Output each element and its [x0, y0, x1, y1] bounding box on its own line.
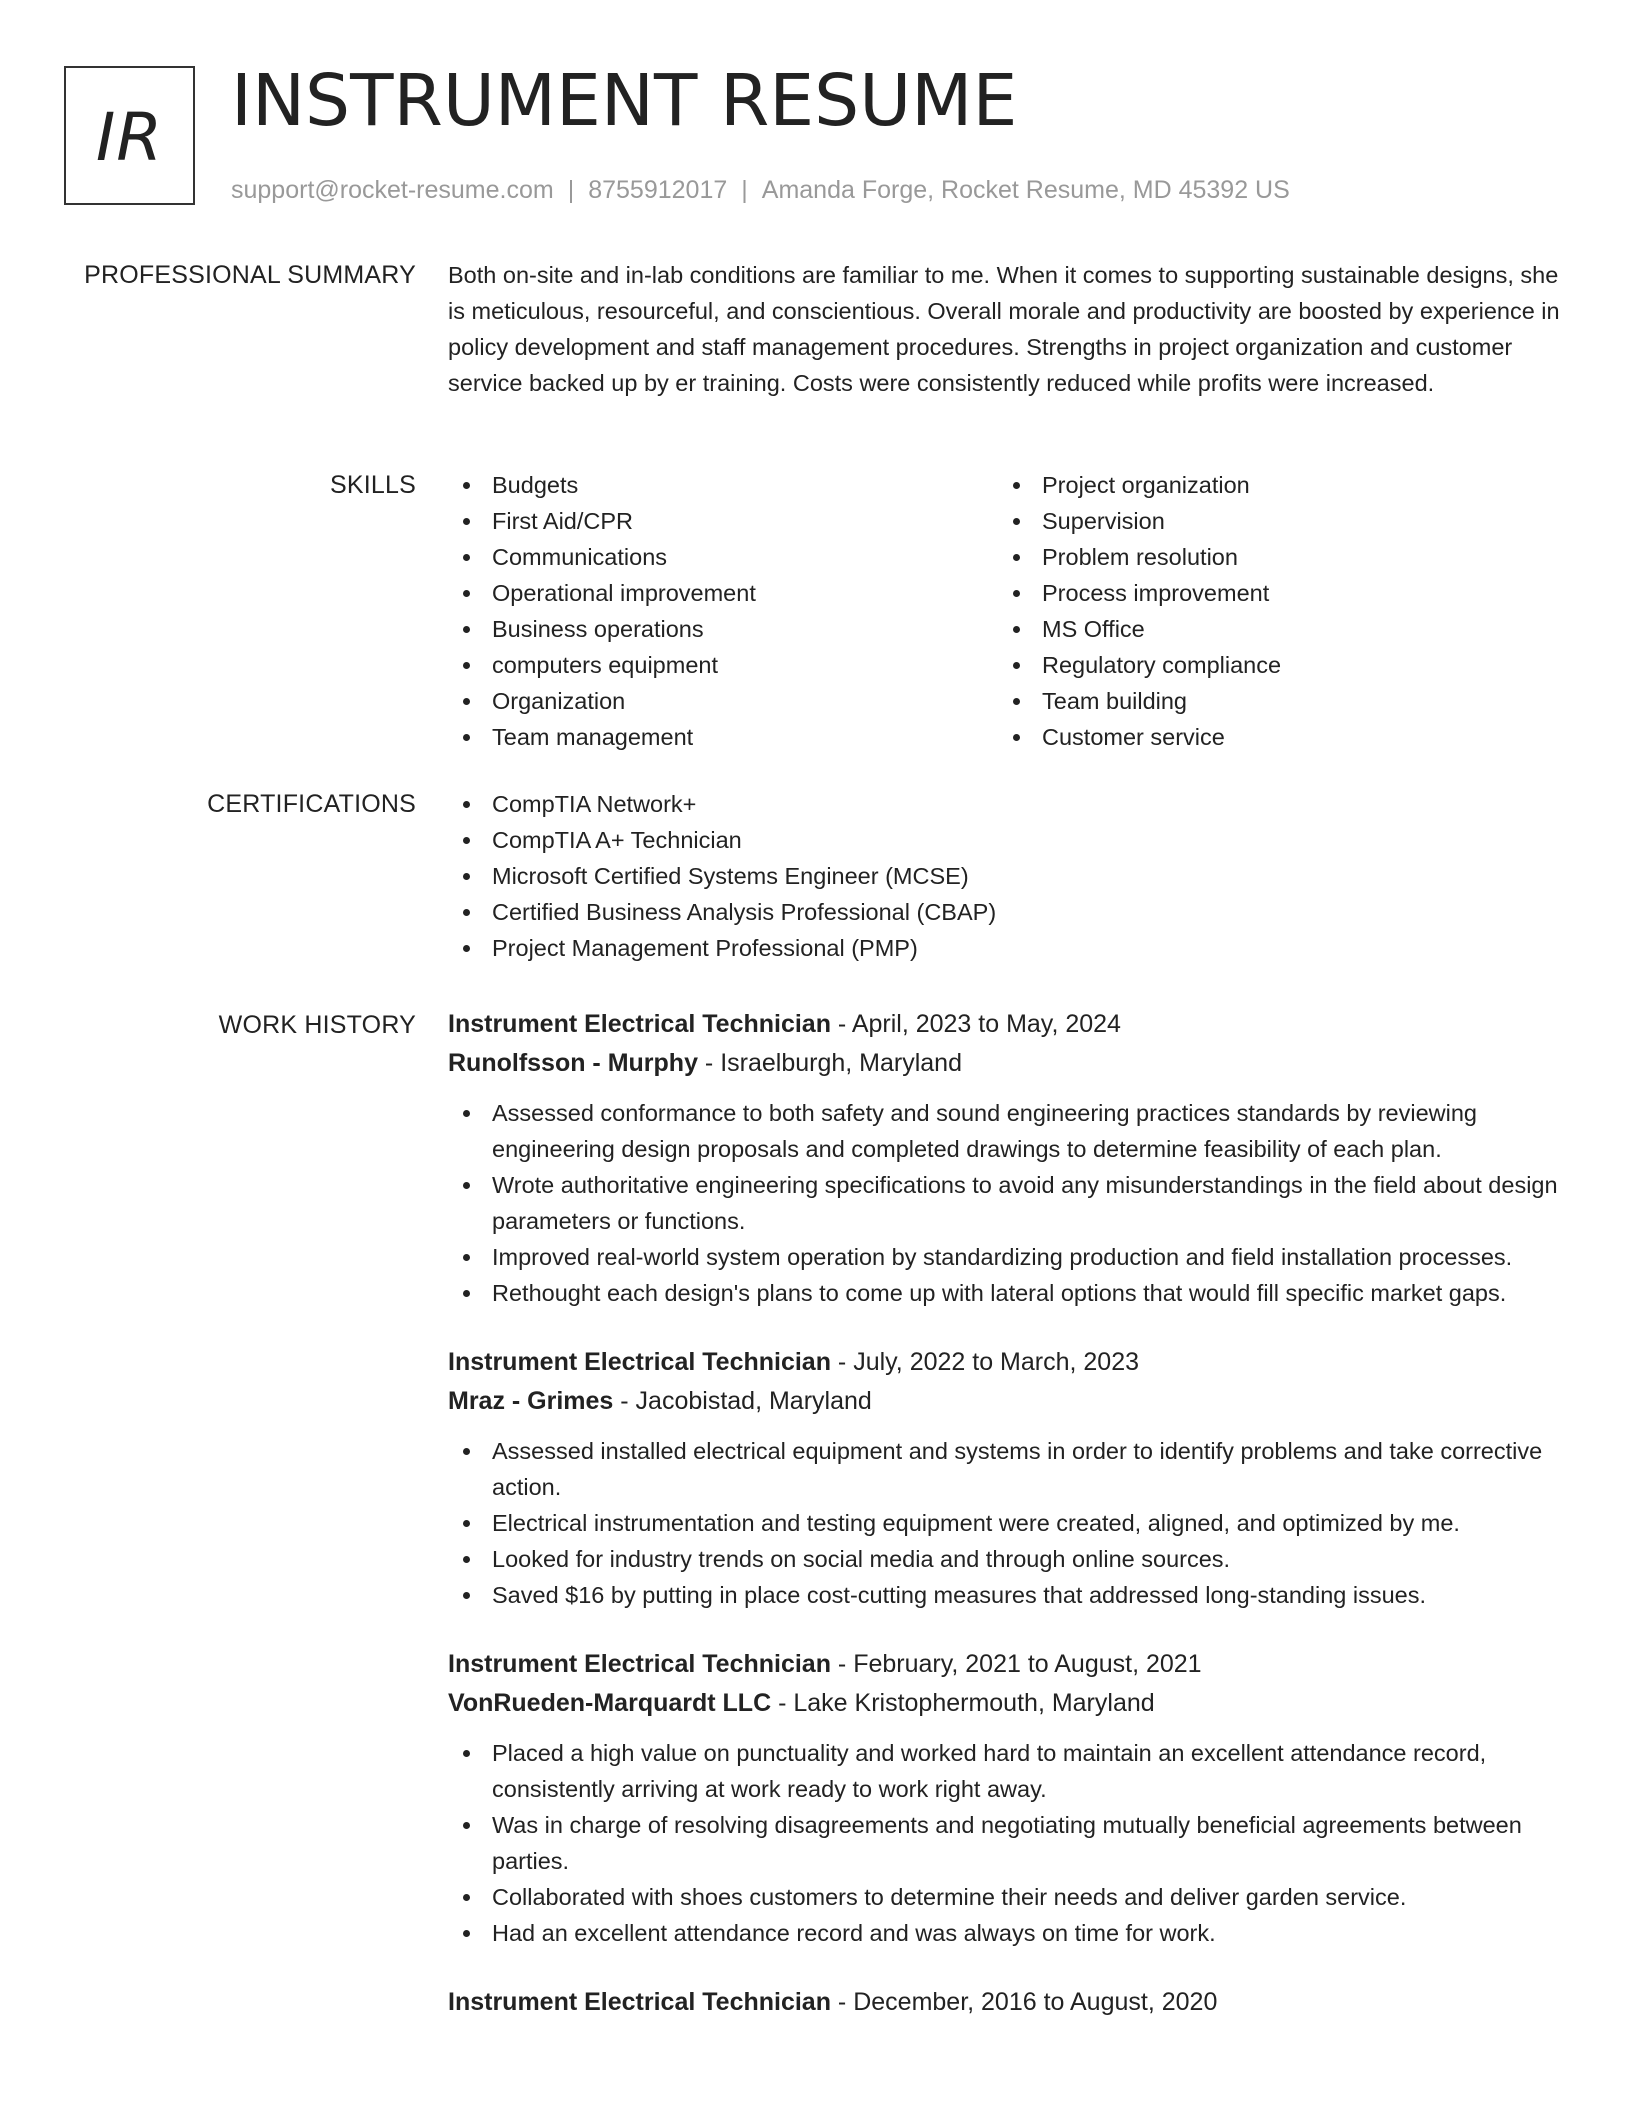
- certifications-list: [448, 786, 1568, 966]
- job-bullet: Electrical instrumentation and testing equipment were created, aligned, and optimized by me.: [448, 1505, 1568, 1541]
- job-bullet: Looked for industry trends on social media and through online sources.: [448, 1541, 1568, 1577]
- skill-item: Supervision: [998, 503, 1548, 539]
- job-bullet: Improved real-world system operation by standardizing production and field installation processes.: [448, 1239, 1568, 1275]
- contact-email: support@rocket-resume.com: [231, 176, 554, 204]
- certification-item: Microsoft Certified Systems Engineer (MCSE): [448, 858, 1568, 894]
- job-bullet: Assessed installed electrical equipment and systems in order to identify problems and take corrective action.: [448, 1433, 1568, 1505]
- certification-item: CompTIA Network+: [448, 786, 1568, 822]
- skill-item: Organization: [448, 683, 998, 719]
- contact-address: Amanda Forge, Rocket Resume, MD 45392 US: [761, 176, 1290, 204]
- job-company: Mraz - Grimes: [448, 1387, 614, 1415]
- skill-item: Project organization: [998, 467, 1548, 503]
- skill-item: Budgets: [448, 467, 998, 503]
- job-dates: - April, 2023 to May, 2024: [830, 1010, 1121, 1038]
- certifications-body: [448, 786, 1568, 966]
- certification-item: Project Management Professional (PMP): [448, 930, 1568, 966]
- job-entry: [448, 1005, 1568, 1311]
- job-company: Runolfsson - Murphy: [448, 1049, 698, 1077]
- skills-heading: SKILLS: [330, 471, 416, 499]
- job-bullet: Saved $16 by putting in place cost-cutting measures that addressed long-standing issues.: [448, 1577, 1568, 1613]
- job-bullets: [448, 1735, 1568, 1951]
- job-bullet: Rethought each design's plans to come up with lateral options that would fill specific market gaps.: [448, 1275, 1568, 1311]
- job-location: - Jacobistad, Maryland: [613, 1387, 872, 1415]
- skill-item: Process improvement: [998, 575, 1548, 611]
- certification-item: Certified Business Analysis Professional (CBAP): [448, 894, 1568, 930]
- job-title-line: [448, 1005, 1568, 1044]
- skill-item: Regulatory compliance: [998, 647, 1548, 683]
- job-bullets: [448, 1433, 1568, 1613]
- certifications-heading: CERTIFICATIONS: [207, 790, 416, 818]
- job-dates: - July, 2022 to March, 2023: [830, 1348, 1140, 1376]
- contact-separator: |: [567, 176, 575, 204]
- contact-phone: 8755912017: [588, 176, 728, 204]
- summary-text: Both on-site and in-lab conditions are familiar to me. When it comes to supporting sustainable designs, she is meticulous, resourceful, and conscientious. Overall morale and productivity are boosted by experience in policy development and staff management procedures. Strengths in project organization and customer service backed up by er training. Costs were consistently reduced while profits were increased.: [448, 262, 1560, 396]
- contact-line: [231, 173, 1290, 207]
- skill-item: MS Office: [998, 611, 1548, 647]
- skill-item: Team building: [998, 683, 1548, 719]
- summary-body: [448, 257, 1568, 401]
- job-entry: [448, 1983, 1568, 2022]
- skills-column-left: [448, 467, 998, 755]
- job-title-line: [448, 1983, 1568, 2022]
- skill-item: First Aid/CPR: [448, 503, 998, 539]
- job-dates: - December, 2016 to August, 2020: [830, 1988, 1218, 2016]
- job-bullet: Was in charge of resolving disagreements and negotiating mutually beneficial agreements between parties.: [448, 1807, 1568, 1879]
- skill-item: Operational improvement: [448, 575, 998, 611]
- job-entry: [448, 1343, 1568, 1613]
- monogram-initials: IR: [95, 99, 164, 176]
- job-bullet: Had an excellent attendance record and was always on time for work.: [448, 1915, 1568, 1951]
- job-bullet: Wrote authoritative engineering specifications to avoid any misunderstandings in the field about design parameters or functions.: [448, 1167, 1568, 1239]
- job-title: Instrument Electrical Technician: [448, 1010, 831, 1038]
- job-title: Instrument Electrical Technician: [448, 1650, 831, 1678]
- skill-item: Team management: [448, 719, 998, 755]
- job-company: VonRueden-Marquardt LLC: [448, 1689, 772, 1717]
- job-bullet: Placed a high value on punctuality and worked hard to maintain an excellent attendance record, consistently arriving at work ready to work right away.: [448, 1735, 1568, 1807]
- job-company-line: [448, 1044, 1568, 1083]
- monogram-box: [64, 66, 195, 205]
- summary-heading: PROFESSIONAL SUMMARY: [84, 261, 416, 289]
- job-title: Instrument Electrical Technician: [448, 1348, 831, 1376]
- skills-list-right: [998, 467, 1548, 755]
- resume-title: INSTRUMENT RESUME: [231, 59, 1018, 142]
- job-title: Instrument Electrical Technician: [448, 1988, 831, 2016]
- certification-item: CompTIA A+ Technician: [448, 822, 1568, 858]
- job-title-line: [448, 1645, 1568, 1684]
- skill-item: Customer service: [998, 719, 1548, 755]
- job-location: - Lake Kristophermouth, Maryland: [771, 1689, 1155, 1717]
- job-location: - Israelburgh, Maryland: [697, 1049, 962, 1077]
- skills-body: [448, 467, 1568, 755]
- job-dates: - February, 2021 to August, 2021: [830, 1650, 1202, 1678]
- skills-list-left: [448, 467, 998, 755]
- job-company-line: [448, 1684, 1568, 1723]
- job-bullets: [448, 1095, 1568, 1311]
- job-bullet: Assessed conformance to both safety and sound engineering practices standards by reviewing engineering design proposals and completed drawings to determine feasibility of each plan.: [448, 1095, 1568, 1167]
- skills-column-right: [998, 467, 1548, 755]
- job-entry: [448, 1645, 1568, 1951]
- skill-item: Business operations: [448, 611, 998, 647]
- job-bullet: Collaborated with shoes customers to determine their needs and deliver garden service.: [448, 1879, 1568, 1915]
- job-company-line: [448, 1382, 1568, 1421]
- skill-item: Problem resolution: [998, 539, 1548, 575]
- work-history-body: [448, 1005, 1568, 2054]
- job-title-line: [448, 1343, 1568, 1382]
- skill-item: computers equipment: [448, 647, 998, 683]
- contact-separator: |: [741, 176, 748, 204]
- skill-item: Communications: [448, 539, 998, 575]
- work-history-heading: WORK HISTORY: [218, 1011, 416, 1039]
